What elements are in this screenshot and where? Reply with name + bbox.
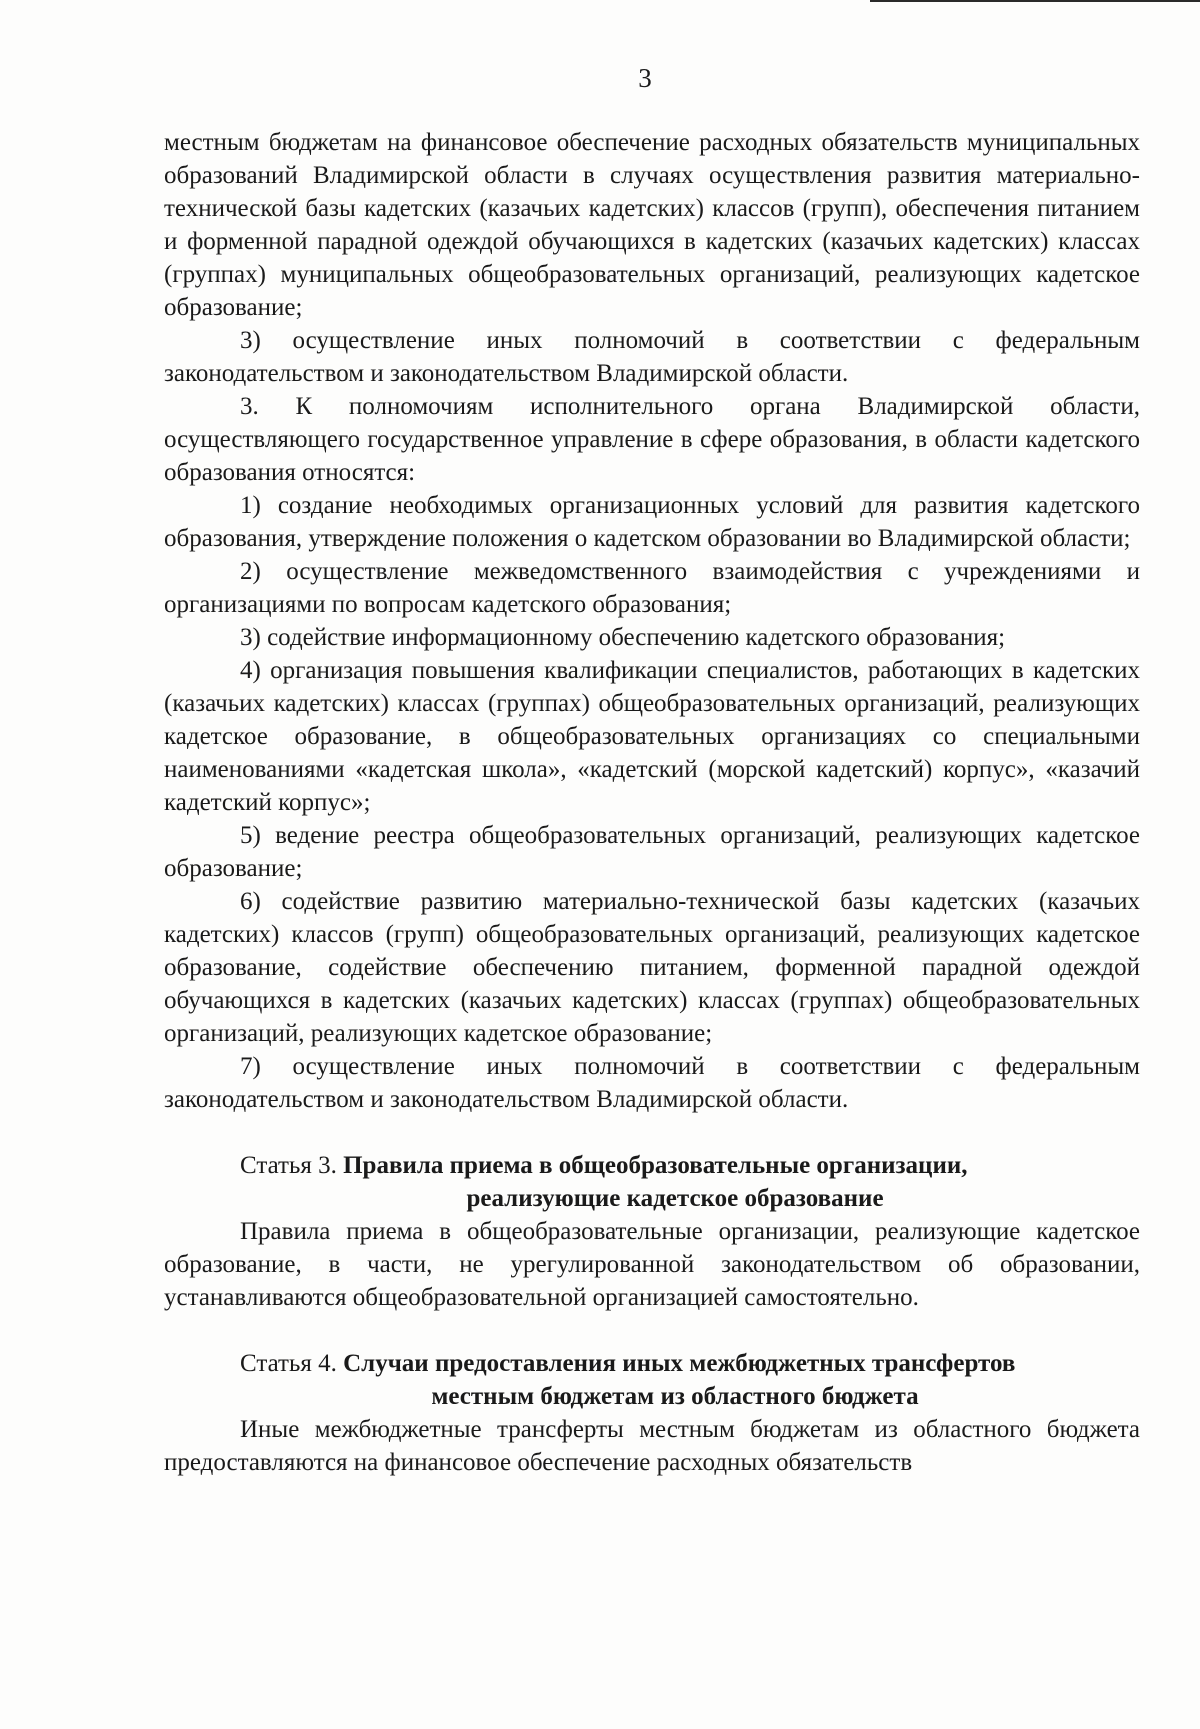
paragraph: 3. К полномочиям исполнительного органа Владимирской области, осуществляющего государственное управление в сфере образования, в области кадетского образования относятся: bbox=[164, 393, 1140, 486]
list-item: 3) содействие информационному обеспечению кадетского образования; bbox=[240, 624, 1006, 651]
article-title: Случаи предоставления иных межбюджетных трансфертов bbox=[343, 1350, 1016, 1377]
article-title-continued: местным бюджетам из областного бюджета bbox=[431, 1383, 919, 1410]
list-item: 2) осуществление межведомственного взаимодействия с учреждениями и организациями по вопросам кадетского образования; bbox=[164, 558, 1140, 618]
list-item: 1) создание необходимых организационных условий для развития кадетского образования, утверждение положения о кадетском образовании во Владимирской области; bbox=[164, 492, 1140, 552]
list-item: 6) содействие развитию материально-технической базы кадетских (казачьих кадетских) классов (групп) общеобразовательных организаций, реализующих кадетское образование, содействие обеспечению питанием, форменной парадной одеждой обучающихся в кадетских (казачьих кадетских) классах (группах) общеобразовательных организаций, реализующих кадетское образование; bbox=[164, 888, 1140, 1047]
article-3 bbox=[164, 1149, 1140, 1314]
article-title-continued: реализующие кадетское образование bbox=[466, 1185, 884, 1212]
article-heading bbox=[164, 1347, 1140, 1413]
article-number: Статья 4. bbox=[240, 1350, 337, 1377]
list-item: 4) организация повышения квалификации специалистов, работающих в кадетских (казачьих кадетских) классах (группах) общеобразовательных организаций, реализующих кадетское образование, в общеобразовательных организациях со специальными наименованиями «кадетская школа», «кадетский (морской кадетский) корпус», «казачий кадетский корпус»; bbox=[164, 657, 1140, 816]
list-item: 7) осуществление иных полномочий в соответствии с федеральным законодательством и законодательством Владимирской области. bbox=[164, 1053, 1140, 1113]
list-item: 5) ведение реестра общеобразовательных организаций, реализующих кадетское образование; bbox=[164, 822, 1140, 882]
paragraph: 3) осуществление иных полномочий в соответствии с федеральным законодательством и законодательством Владимирской области. bbox=[164, 327, 1140, 387]
article-4 bbox=[164, 1347, 1140, 1479]
article-text: Правила приема в общеобразовательные организации, реализующие кадетское образование, в части, не урегулированной законодательством об образовании, устанавливаются общеобразовательной организацией самостоятельно. bbox=[164, 1218, 1140, 1311]
paragraph-continuation: местным бюджетам на финансовое обеспечение расходных обязательств муниципальных образований Владимирской области в случаях осуществления развития материально-технической базы кадетских (казачьих кадетских) классов (групп), обеспечения питанием и форменной парадной одеждой обучающихся в кадетских (казачьих кадетских) классах (группах) муниципальных общеобразовательных организаций, реализующих кадетское образование; bbox=[164, 129, 1140, 321]
page-number: 3 bbox=[638, 63, 652, 93]
article-text: Иные межбюджетные трансферты местным бюджетам из областного бюджета предоставляются на финансовое обеспечение расходных обязательств bbox=[164, 1416, 1140, 1476]
article-heading bbox=[164, 1149, 1140, 1215]
article-title: Правила приема в общеобразовательные организации, bbox=[343, 1152, 968, 1179]
scan-edge-line bbox=[870, 0, 1200, 2]
document-body bbox=[164, 126, 1140, 1479]
article-number: Статья 3. bbox=[240, 1152, 337, 1179]
